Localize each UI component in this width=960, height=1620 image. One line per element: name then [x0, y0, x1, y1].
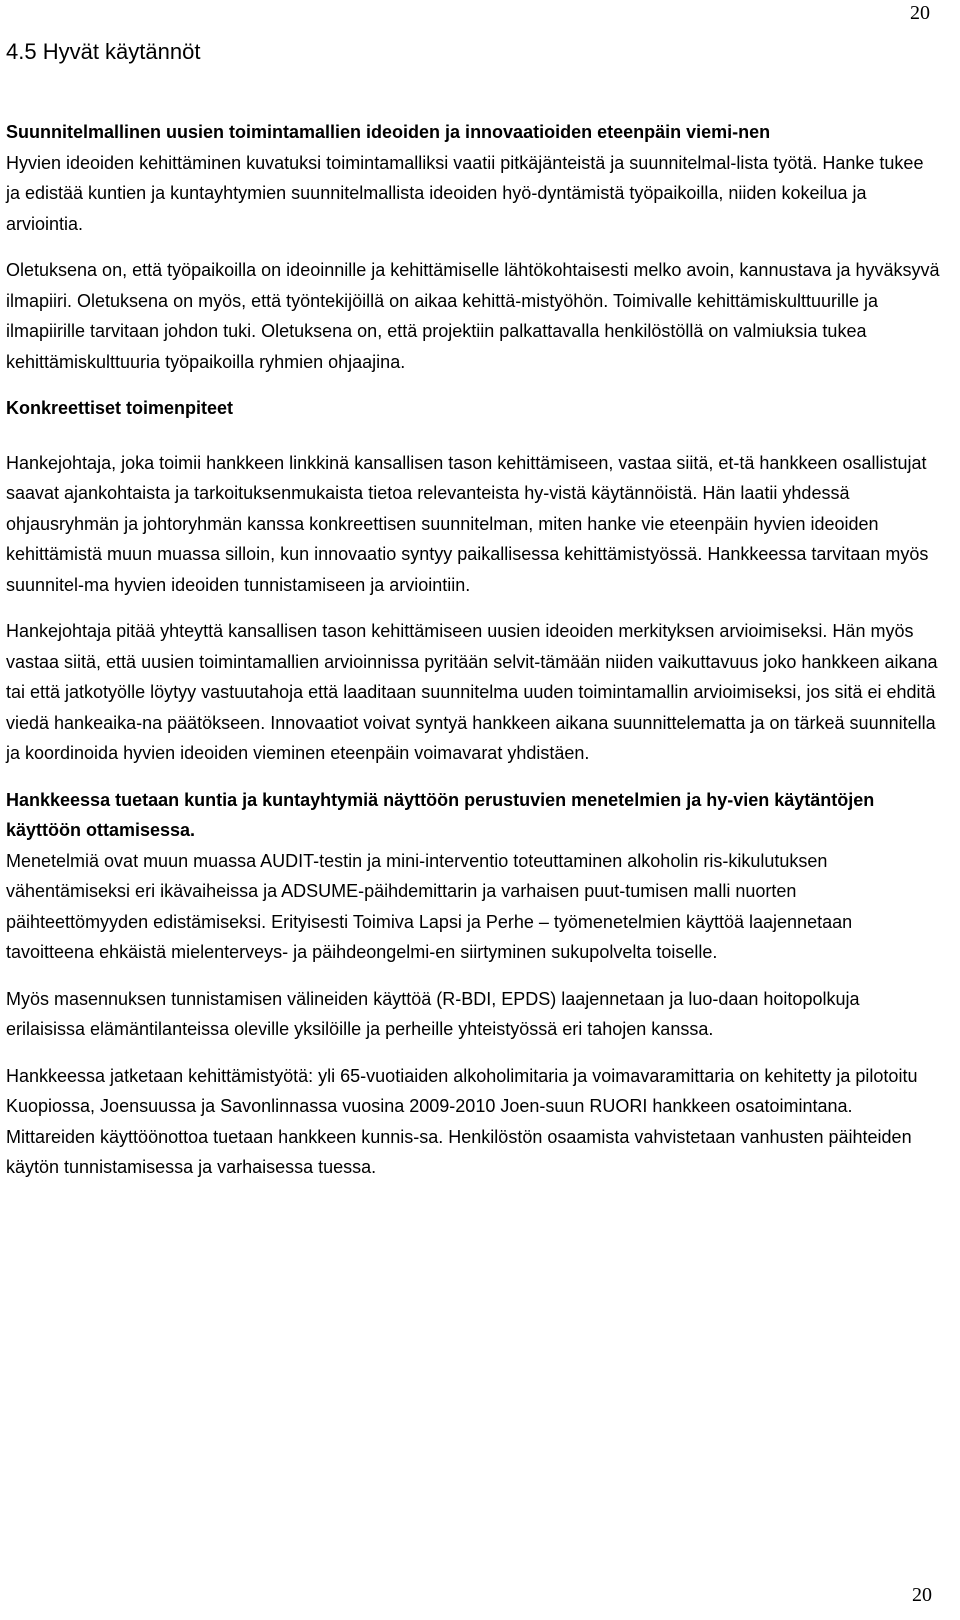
paragraph-5-heading: Hankkeessa tuetaan kuntia ja kuntayhtymiä näyttöön perustuvien menetelmien ja hy-vien käytäntöjen käyttöön ottamisessa.	[6, 789, 875, 840]
paragraph-1-body: Hyvien ideoiden kehittäminen kuvatuksi toimintamalliksi vaatii pitkäjänteistä ja suunnitelmal-lista työtä. Hanke tukee ja edistää kuntien ja kuntayhtymien suunnitelmallista ideoiden hyö-dyntämistä työpaikoilla, niiden kokeilua ja arviointia.	[6, 152, 924, 234]
document-body	[6, 36, 942, 1199]
page-number-bottom: 20	[912, 1584, 932, 1606]
paragraph-1-heading: Suunnitelmallinen uusien toimintamallien ideoiden ja innovaatioiden eteenpäin viemi-nen	[6, 122, 771, 142]
page-number-top: 20	[910, 2, 930, 24]
paragraph-3: Hankejohtaja, joka toimii hankkeen linkkinä kansallisen tason kehittämiseen, vastaa siitä, et-tä hankkeen osallistujat saavat ajankohtaista ja tarkoituksenmukaista tietoa relevanteista hy-vistä käytännöistä. Hän laatii yhdessä ohjausryhmän ja johtoryhmän kanssa konkreettisen suunnitelman, miten hanke vie eteenpäin hyvien ideoiden kehittämistä muun muassa silloin, kun innovaatio syntyy paikallisessa kehittämistyössä. Hankkeessa tarvitaan myös suunnitel-ma hyvien ideoiden tunnistamiseen ja arviointiin.	[6, 452, 929, 595]
paragraph-1	[6, 117, 942, 239]
paragraph-2: Oletuksena on, että työpaikoilla on ideoinnille ja kehittämiselle lähtökohtaisesti melko avoin, kannustava ja hyväksyvä ilmapiiri. Oletuksena on myös, että työntekijöillä on aikaa kehittä-mistyöhön. Toimivalle kehittämiskulttuurille ja ilmapiirille tarvitaan johdon tuki. Oletuksena on, että projektiin palkattavalla henkilöstöllä on valmiuksia tukea kehittämiskulttuuria työpaikoilla ryhmien ohjaajina.	[6, 260, 940, 372]
paragraph-4: Hankejohtaja pitää yhteyttä kansallisen tason kehittämiseen uusien ideoiden merkityksen arvioimiseksi. Hän myös vastaa siitä, että uusien toimintamallien arvioinnissa pyritään selvit-tämään niiden vaikuttavuus joko hankkeen aikana tai että jatkotyölle löytyy vastuutahoja että laaditaan suunnitelma uuden toimintamallin arvioimiseksi, jos sitä ei ehditä viedä hankeaika-na päätökseen. Innovaatiot voivat syntyä hankkeen aikana suunnittelematta ja on tärkeä suunnitella ja koordinoida hyvien ideoiden vieminen eteenpäin voimavarat yhdistäen.	[6, 621, 938, 763]
paragraph-5-body: Menetelmiä ovat muun muassa AUDIT-testin ja mini-interventio toteuttaminen alkoholin ris-kikulutuksen vähentämiseksi eri ikävaiheissa ja ADSUME-päihdemittarin ja varhaisen puut-tumisen malli nuorten päihteettömyyden edistämiseksi. Erityisesti Toimiva Lapsi ja Perhe – työmenetelmien käyttöä laajennetaan tavoitteena ehkäistä mielenterveys- ja päihdeongelmi-en siirtyminen sukupolvelta toiselle.	[6, 850, 853, 962]
subheading-concrete-actions: Konkreettiset toimenpiteet	[6, 398, 234, 418]
paragraph-6: Myös masennuksen tunnistamisen välineiden käyttöä (R-BDI, EPDS) laajennetaan ja luo-daan hoitopolkuja erilaisissa elämäntilanteissa oleville yksilöille ja perheille yhteistyössä eri tahojen kanssa.	[6, 988, 860, 1039]
paragraph-5	[6, 785, 942, 968]
section-title: 4.5 Hyvät käytännöt	[6, 39, 201, 64]
paragraph-7: Hankkeessa jatketaan kehittämistyötä: yli 65-vuotiaiden alkoholimitaria ja voimavaramittaria on kehitetty ja pilotoitu Kuopiossa, Joensuussa ja Savonlinnassa vuosina 2009-2010 Joen-suun RUORI hankkeen osatoimintana. Mittareiden käyttöönottoa tuetaan hankkeen kunnis-sa. Henkilöstön osaamista vahvistetaan vanhusten päihteiden käytön tunnistamisessa ja varhaisessa tuessa.	[6, 1065, 918, 1177]
